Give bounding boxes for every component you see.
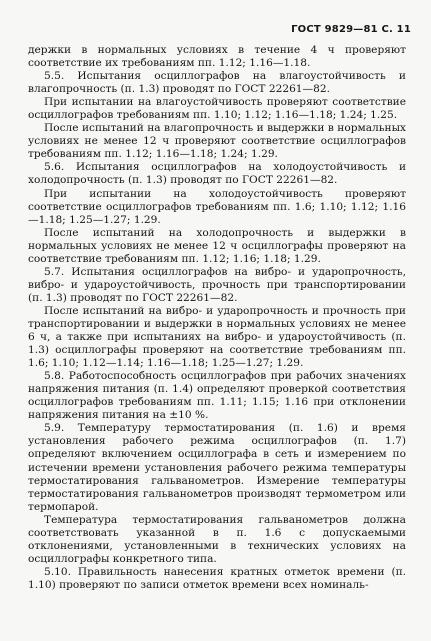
page-header: ГОСТ 9829—81 С. 11 <box>291 24 411 35</box>
paragraph: 5.9. Температуру термостатирования (п. 1.6) и время установления рабочего режима осциллографов (п. 1.7) определяют включением осциллографа в сеть и измерением по истечении времени установления рабочего режима температуры термостатирования гальванометров. Измерение температуры термостатирования гальванометров производят термометром или термопарой. <box>28 422 406 513</box>
paragraph: 5.10. Правильность нанесения кратных отметок времени (п. 1.10) проверяют по записи отметок времени всех номиналь- <box>28 565 406 591</box>
paragraph: 5.6. Испытания осциллографов на холодоустойчивость и холодопрочность (п. 1.3) проводят по ГОСТ 22261—82. <box>28 161 406 187</box>
paragraph: 5.5. Испытания осциллографов на влагоустойчивость и влагопрочность (п. 1.3) проводят по ГОСТ 22261—82. <box>28 70 406 96</box>
paragraph: После испытаний на холодопрочность и выдержки в нормальных условиях не менее 12 ч осциллографы проверяют на соответствие требованиям пп. 1.12; 1.16; 1.18; 1.29. <box>28 226 406 265</box>
paragraph: При испытании на холодоустойчивость проверяют соответствие осциллографов требованиям пп. 1.6; 1.10; 1.12; 1.16—1.18; 1.25—1.27; 1.29. <box>28 187 406 226</box>
paragraph: После испытаний на вибро- и ударопрочность и прочность при транспортировании и выдержки в нормальных условиях не менее 6 ч, а также при испытаниях на вибро- и удароустойчивость (п. 1.3) осциллографы проверяют на соответствие требованиям пп. 1.6; 1.10; 1.12—1.14; 1.16—1.18; 1.25—1.27; 1.29. <box>28 304 406 370</box>
paragraph: Температура термостатирования гальванометров должна соответствовать указанной в п. 1.6 с допускаемыми отклонениями, установленными в технических условиях на осциллографы конкретного типа. <box>28 513 406 565</box>
paragraph: При испытании на влагоустойчивость проверяют соответствие осциллографов требованиям пп. 1.10; 1.12; 1.16—1.18; 1.24; 1.25. <box>28 96 406 122</box>
document-body <box>28 44 406 592</box>
paragraph: держки в нормальных условиях в течение 4 ч проверяют соответствие их требованиям пп. 1.12; 1.16—1.18. <box>28 44 406 70</box>
paragraph: 5.7. Испытания осциллографов на вибро- и ударопрочность, вибро- и удароустойчивость, прочность при транспортировании (п. 1.3) проводят по ГОСТ 22261—82. <box>28 265 406 304</box>
paragraph: 5.8. Работоспособность осциллографов при рабочих значениях напряжения питания (п. 1.4) определяют проверкой соответствия осциллографов требованиям пп. 1.11; 1.15; 1.16 при отклонении напряжения питания на ±10 %. <box>28 370 406 422</box>
paragraph: После испытаний на влагопрочность и выдержки в нормальных условиях не менее 12 ч проверяют соответствие осциллографов требованиям пп. 1.12; 1.16—1.18; 1.24; 1.29. <box>28 122 406 161</box>
